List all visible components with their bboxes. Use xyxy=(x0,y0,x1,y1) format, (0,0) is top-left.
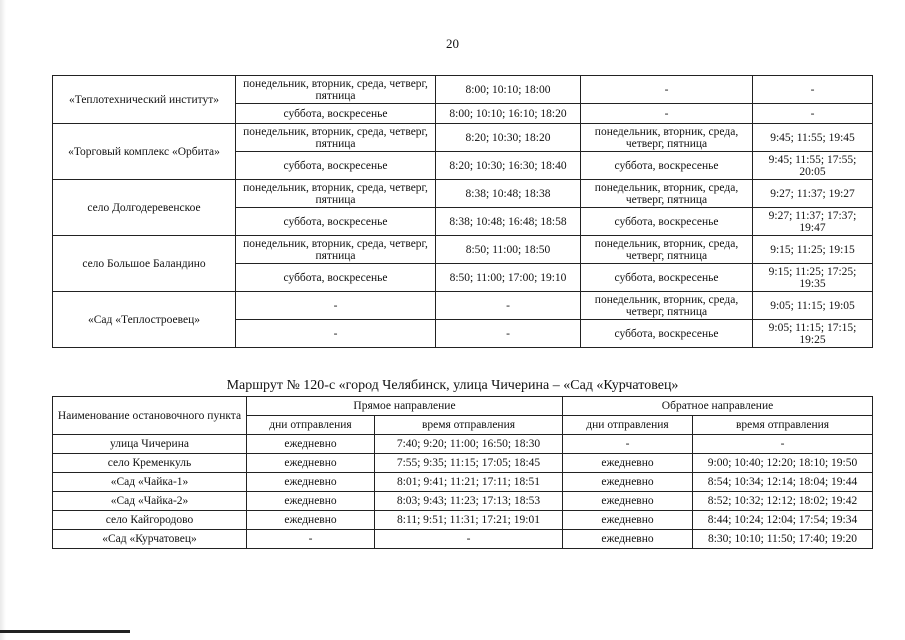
schedule-table-continued xyxy=(52,75,873,348)
backward-times: 9:05; 11:15; 17:15; 19:25 xyxy=(753,320,873,348)
backward-times: 9:05; 11:15; 19:05 xyxy=(753,292,873,320)
forward-days: - xyxy=(247,530,375,549)
forward-times: 8:00; 10:10; 16:10; 18:20 xyxy=(436,104,581,124)
backward-times: 8:30; 10:10; 11:50; 17:40; 19:20 xyxy=(693,530,873,549)
forward-times: 8:11; 9:51; 11:31; 17:21; 19:01 xyxy=(375,511,563,530)
backward-days: суббота, воскресенье xyxy=(581,320,753,348)
backward-times: 8:54; 10:34; 12:14; 18:04; 19:44 xyxy=(693,473,873,492)
forward-days: ежедневно xyxy=(247,492,375,511)
forward-times: - xyxy=(436,292,581,320)
table-row xyxy=(53,435,873,454)
scan-edge-shadow xyxy=(0,0,6,640)
table-row xyxy=(53,492,873,511)
backward-days: ежедневно xyxy=(563,492,693,511)
forward-days: понедельник, вторник, среда, четверг, пятница xyxy=(236,236,436,264)
stop-name: «Сад «Чайка-2» xyxy=(53,492,247,511)
stop-name: «Теплотехнический институт» xyxy=(53,76,236,124)
forward-days: ежедневно xyxy=(247,454,375,473)
table-row xyxy=(53,76,873,104)
backward-days: ежедневно xyxy=(563,473,693,492)
backward-days: понедельник, вторник, среда, четверг, пятница xyxy=(581,292,753,320)
table-row xyxy=(53,236,873,264)
table-row xyxy=(53,454,873,473)
backward-days: суббота, воскресенье xyxy=(581,264,753,292)
backward-days: - xyxy=(563,435,693,454)
table-row xyxy=(53,473,873,492)
backward-days: понедельник, вторник, среда, четверг, пятница xyxy=(581,124,753,152)
forward-times: - xyxy=(436,320,581,348)
backward-days: понедельник, вторник, среда, четверг, пятница xyxy=(581,180,753,208)
header-backward-times: время отправления xyxy=(693,416,873,435)
bottom-rule xyxy=(0,630,130,633)
table-row xyxy=(53,511,873,530)
forward-times: - xyxy=(375,530,563,549)
forward-days: ежедневно xyxy=(247,473,375,492)
route-schedule-table xyxy=(52,396,873,549)
forward-days: суббота, воскресенье xyxy=(236,264,436,292)
stop-name: село Большое Баландино xyxy=(53,236,236,292)
forward-days: суббота, воскресенье xyxy=(236,104,436,124)
backward-days: суббота, воскресенье xyxy=(581,208,753,236)
forward-times: 8:20; 10:30; 18:20 xyxy=(436,124,581,152)
forward-days: - xyxy=(236,320,436,348)
backward-times: 8:44; 10:24; 12:04; 17:54; 19:34 xyxy=(693,511,873,530)
stop-name: улица Чичерина xyxy=(53,435,247,454)
stop-name: «Сад «Курчатовец» xyxy=(53,530,247,549)
table-row xyxy=(53,292,873,320)
table-row xyxy=(53,530,873,549)
header-backward-days: дни отправления xyxy=(563,416,693,435)
forward-days: понедельник, вторник, среда, четверг, пятница xyxy=(236,76,436,104)
backward-days: ежедневно xyxy=(563,530,693,549)
page-number: 20 xyxy=(446,36,459,51)
header-backward: Обратное направление xyxy=(563,397,873,416)
forward-times: 8:00; 10:10; 18:00 xyxy=(436,76,581,104)
backward-days: ежедневно xyxy=(563,454,693,473)
table-row xyxy=(53,180,873,208)
backward-days: - xyxy=(581,76,753,104)
stop-name: «Сад «Чайка-1» xyxy=(53,473,247,492)
forward-times: 8:38; 10:48; 16:48; 18:58 xyxy=(436,208,581,236)
forward-times: 7:40; 9:20; 11:00; 16:50; 18:30 xyxy=(375,435,563,454)
backward-days: понедельник, вторник, среда, четверг, пятница xyxy=(581,236,753,264)
backward-times: 9:15; 11:25; 19:15 xyxy=(753,236,873,264)
forward-days: суббота, воскресенье xyxy=(236,152,436,180)
backward-times: 9:00; 10:40; 12:20; 18:10; 19:50 xyxy=(693,454,873,473)
stop-name: село Долгодеревенское xyxy=(53,180,236,236)
forward-days: - xyxy=(236,292,436,320)
header-forward-days: дни отправления xyxy=(247,416,375,435)
backward-times: - xyxy=(753,104,873,124)
backward-times: 9:45; 11:55; 19:45 xyxy=(753,124,873,152)
forward-days: ежедневно xyxy=(247,511,375,530)
forward-times: 7:55; 9:35; 11:15; 17:05; 18:45 xyxy=(375,454,563,473)
forward-times: 8:01; 9:41; 11:21; 17:11; 18:51 xyxy=(375,473,563,492)
backward-days: - xyxy=(581,104,753,124)
forward-times: 8:38; 10:48; 18:38 xyxy=(436,180,581,208)
stop-name: «Сад «Теплостроевец» xyxy=(53,292,236,348)
backward-times: 8:52; 10:32; 12:12; 18:02; 19:42 xyxy=(693,492,873,511)
forward-days: ежедневно xyxy=(247,435,375,454)
backward-times: 9:15; 11:25; 17:25; 19:35 xyxy=(753,264,873,292)
backward-days: ежедневно xyxy=(563,511,693,530)
forward-times: 8:50; 11:00; 17:00; 19:10 xyxy=(436,264,581,292)
header-stop: Наименование остановочного пункта xyxy=(53,397,247,435)
backward-times: - xyxy=(693,435,873,454)
stop-name: село Кременкуль xyxy=(53,454,247,473)
backward-times: - xyxy=(753,76,873,104)
backward-times: 9:45; 11:55; 17:55; 20:05 xyxy=(753,152,873,180)
backward-times: 9:27; 11:37; 19:27 xyxy=(753,180,873,208)
forward-times: 8:50; 11:00; 18:50 xyxy=(436,236,581,264)
forward-days: суббота, воскресенье xyxy=(236,208,436,236)
forward-days: понедельник, вторник, среда, четверг, пятница xyxy=(236,124,436,152)
header-forward-times: время отправления xyxy=(375,416,563,435)
stop-name: село Кайгородово xyxy=(53,511,247,530)
backward-times: 9:27; 11:37; 17:37; 19:47 xyxy=(753,208,873,236)
backward-days: суббота, воскресенье xyxy=(581,152,753,180)
forward-times: 8:03; 9:43; 11:23; 17:13; 18:53 xyxy=(375,492,563,511)
table-row xyxy=(53,124,873,152)
forward-days: понедельник, вторник, среда, четверг, пятница xyxy=(236,180,436,208)
route-title: Маршрут № 120-с «город Челябинск, улица Чичерина – «Сад «Курчатовец» xyxy=(226,378,679,393)
header-forward: Прямое направление xyxy=(247,397,563,416)
forward-times: 8:20; 10:30; 16:30; 18:40 xyxy=(436,152,581,180)
stop-name: «Торговый комплекс «Орбита» xyxy=(53,124,236,180)
